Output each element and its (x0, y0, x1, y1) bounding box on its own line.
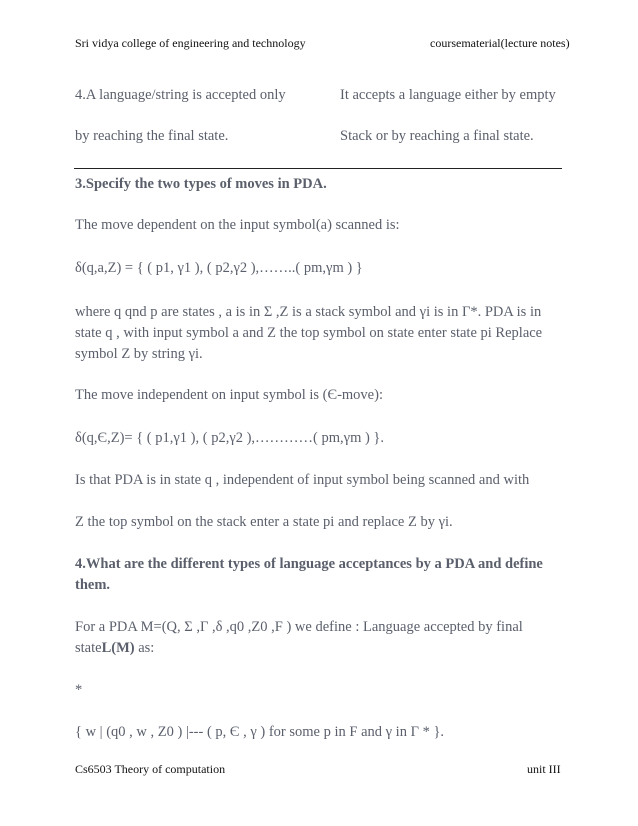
q4-def-line2 (75, 640, 154, 657)
table-bottom-rule (74, 168, 562, 169)
q3-epsilon-intro: The move independent on input symbol is (Є-move): (75, 387, 383, 403)
compare-row1-left: 4.A language/string is accepted only (75, 87, 286, 103)
q3-heading: 3.Specify the two types of moves in PDA. (75, 176, 327, 192)
q4-def-word: state (75, 640, 102, 656)
compare-row1-right: It accepts a language either by empty (340, 87, 556, 103)
footer-unit: unit III (527, 762, 561, 776)
q4-formula: { w | (q0 , w , Z0 ) |--- ( p, Є , γ ) for some p in F and γ in Γ * }. (75, 724, 445, 740)
compare-row2-right: Stack or by reaching a final state. (340, 128, 534, 144)
q4-heading-line2: them. (75, 577, 111, 593)
q3-desc-line1: Is that PDA is in state q , independent of input symbol being scanned and with (75, 472, 530, 488)
q4-def-tail: as: (134, 640, 155, 656)
q3-explanation: where q qnd p are states , a is in Σ ,Z is a stack symbol and γi is in Γ*. PDA is in state q , with input symbol a and Z the top symbol on state enter state pi Replace symbol Z by string γi. (75, 304, 543, 362)
footer-course: Cs6503 Theory of computation (75, 762, 226, 776)
q3-intro: The move dependent on the input symbol(a) scanned is: (75, 217, 400, 233)
q4-def-lm: L(M) (101, 640, 135, 656)
header-course: coursematerial(lecture notes) (430, 36, 570, 50)
q4-star: * (75, 682, 83, 698)
q3-desc-line2: Z the top symbol on the stack enter a state pi and replace Z by γi. (75, 514, 453, 530)
compare-row2-left: by reaching the final state. (75, 128, 229, 144)
header-college: Sri vidya college of engineering and technology (75, 36, 306, 50)
q3-formula-2: δ(q,Є,Z)= { ( p1,γ1 ), ( p2,γ2 ),…………( pm,γm ) }. (75, 430, 385, 446)
q4-def-line1: For a PDA M=(Q, Σ ,Γ ,δ ,q0 ,Z0 ,F ) we define : Language accepted by final (75, 619, 523, 635)
q4-heading-line1: 4.What are the different types of language acceptances by a PDA and define (75, 556, 543, 572)
q3-formula-1: δ(q,a,Z) = { ( p1, γ1 ), ( p2,γ2 ),……..( pm,γm ) } (75, 260, 363, 276)
